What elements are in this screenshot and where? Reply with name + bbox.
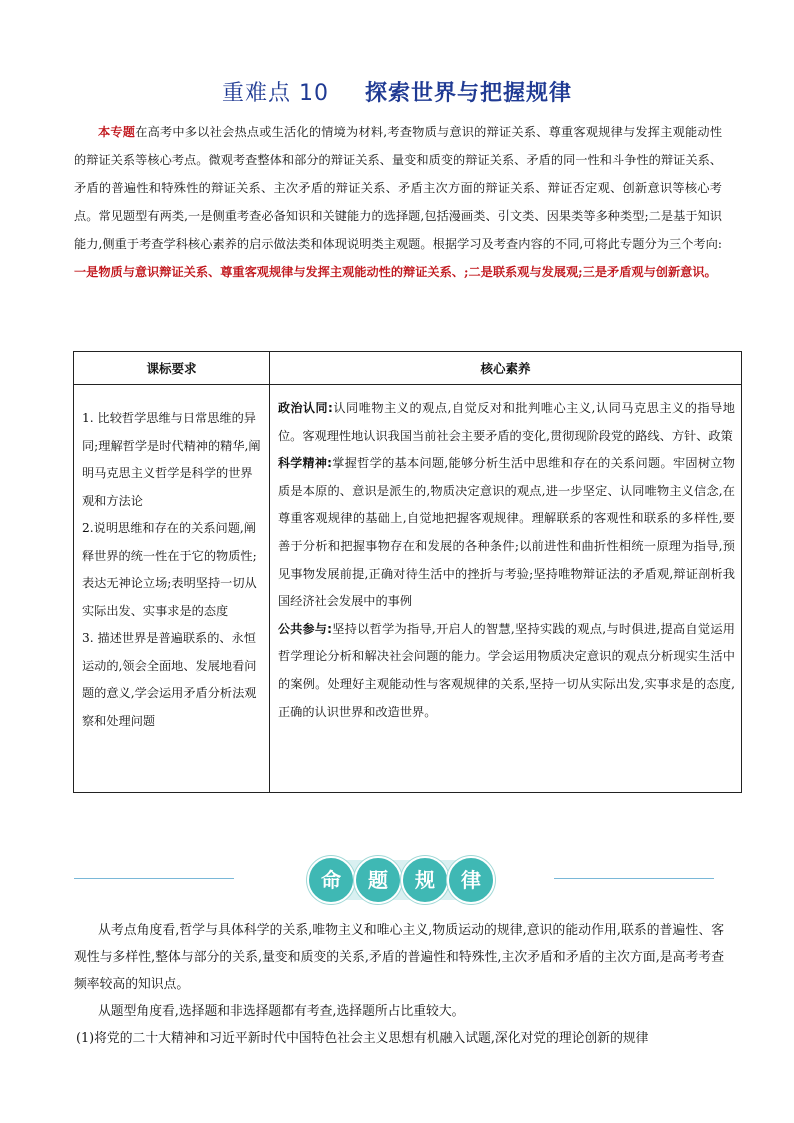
table-header-row <box>74 352 742 385</box>
literacy-item-public <box>278 616 735 726</box>
literacy-item-political <box>278 395 735 450</box>
title-number: 重难点 10 <box>221 81 329 106</box>
intro-highlight: 本专题 <box>98 125 136 139</box>
header-curriculum: 课标要求 <box>74 352 270 385</box>
table-row <box>74 385 742 793</box>
intro-paragraph <box>74 118 722 286</box>
body-paragraph-3: (1)将党的二十大精神和习近平新时代中国特色社会主义思想有机融入试题,深化对党的理论创新的规律 <box>76 1031 649 1046</box>
literacy-item-science <box>278 450 735 616</box>
section-badge <box>307 856 493 904</box>
curriculum-cell <box>74 385 270 793</box>
header-core-literacy: 核心素养 <box>270 352 742 385</box>
literacy-text: 认同唯物主义的观点,自觉反对和批判唯心主义,认同马克思主义的指导地位。客观理性地认识我国当前社会主要矛盾的变化,贯彻现阶段党的路线、方针、政策 <box>278 401 735 443</box>
body-paragraph-1: 从考点角度看,哲学与具体科学的关系,唯物主义和唯心主义,物质运动的规律,意识的能动作用,联系的普遍性、客观性与多样性,整体与部分的关系,量变和质变的关系,矛盾的普遍性和特殊性,主次矛盾和矛盾的主次方面,是高考考查频率较高的知识点。 <box>74 923 724 992</box>
literacy-label: 公共参与: <box>278 621 332 636</box>
literacy-label: 科学精神: <box>278 456 332 471</box>
intro-body: 在高考中多以社会热点或生活化的情境为材料,考查物质与意识的辩证关系、尊重客观规律与发挥主观能动性的辩证关系等核心考点。微观考查整体和部分的辩证关系、量变和质变的辩证关系、矛盾的同一性和斗争性的辩证关系、矛盾的普遍性和特殊性的辩证关系、主次矛盾的辩证关系、矛盾主次方面的辩证关系、辩证否定观、创新意识等核心考点。常见题型有两类,一是侧重考查必备知识和关键能力的选择题,包括漫画类、引文类、因果类等多种类型;二是基于知识能力,侧重于考查学科核心素养的启示做法类和体现说明类主观题。根据学习及考查内容的不同,可将此专题分为三个考向: <box>74 125 723 251</box>
intro-directions: 一是物质与意识辩证关系、尊重客观规律与发挥主观能动性的辩证关系、;二是联系观与发展观;三是矛盾观与创新意识。 <box>74 265 717 279</box>
curriculum-item: 3. 描述世界是普遍联系的、永恒运动的,领会全面地、发展地看问题的意义,学会运用矛盾分析法观察和处理问题 <box>82 631 257 728</box>
badge-char: 规 <box>401 856 449 904</box>
literacy-text: 坚持以哲学为指导,开启人的智慧,坚持实践的观点,与时俱进,提高自觉运用哲学理论分析和解决社会问题的能力。学会运用物质决定意识的观点分析现实生活中的案例。处理好主观能动性与客观规律的关系,坚持一切从实际出发,实事求是的态度,正确的认识世界和改造世界。 <box>278 621 735 719</box>
curriculum-item: 1. 比较哲学思维与日常思维的异同;理解哲学是时代精神的精华,阐明马克思主义哲学是科学的世界观和方法论 <box>82 411 261 508</box>
divider-right <box>554 878 714 879</box>
divider-left <box>74 878 234 879</box>
title-text: 探索世界与把握规律 <box>364 81 572 106</box>
requirements-table <box>73 351 742 793</box>
curriculum-item: 2.说明思维和存在的关系问题,阐释世界的统一性在于它的物质性;表达无神论立场;表明坚持一切从实际出发、实事求是的态度 <box>82 521 257 618</box>
literacy-label: 政治认同: <box>278 401 333 415</box>
literacy-cell <box>270 385 742 793</box>
badge-char: 命 <box>307 856 355 904</box>
page-title <box>0 76 794 107</box>
badge-char: 题 <box>354 856 402 904</box>
body-paragraph-2: 从题型角度看,选择题和非选择题都有考查,选择题所占比重较大。 <box>98 1004 465 1019</box>
badge-char: 律 <box>447 856 495 904</box>
literacy-text: 掌握哲学的基本问题,能够分析生活中思维和存在的关系问题。牢固树立物质是本原的、意识是派生的,物质决定意识的观点,进一步坚定、认同唯物主义信念,在尊重客观规律的基础上,自觉地把握客观规律。理解联系的客观性和联系的多样性,要善于分析和把握事物存在和发展的各种条件;以前进性和曲折性相统一原理为指导,预见事物发展前提,正确对待生活中的挫折与考验;坚持唯物辩证法的矛盾观,辩证剖析我国经济社会发展中的事例 <box>278 456 735 609</box>
